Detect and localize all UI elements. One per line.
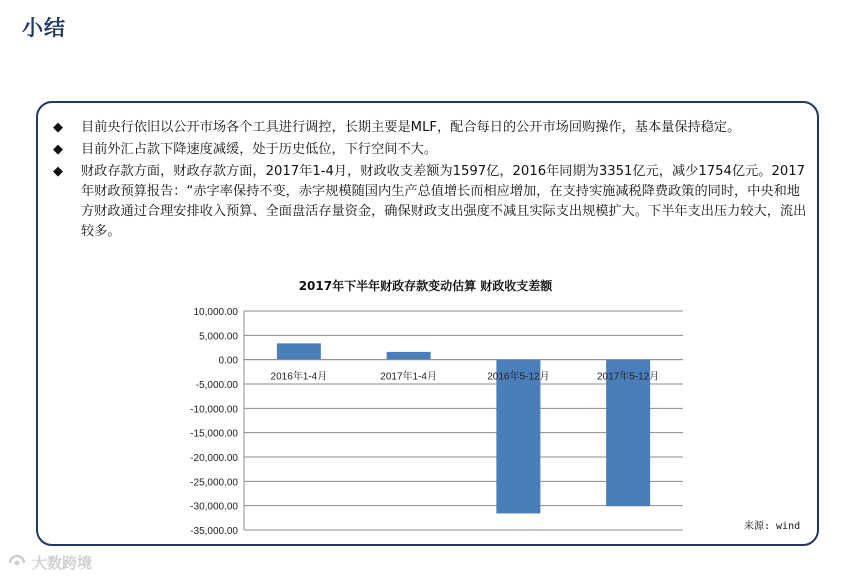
y-tick-label: -25,000.00	[190, 477, 238, 489]
y-tick-label: -20,000.00	[190, 453, 238, 464]
y-tick-label: -5,000.00	[195, 380, 238, 391]
bar	[277, 343, 321, 359]
bar	[496, 360, 540, 514]
diamond-bullet-icon: ◆	[53, 120, 63, 135]
chart-source: 来源: wind	[744, 521, 801, 532]
diamond-bullet-icon: ◆	[53, 142, 63, 157]
diamond-bullet-icon: ◆	[53, 164, 63, 179]
category-label: 2017年1-4月	[380, 371, 437, 383]
category-label: 2017年5-12月	[596, 371, 660, 383]
chart-title: 2017年下半年财政存款变动估算 财政收支差额	[298, 279, 553, 293]
bullet-text: 目前外汇占款下降速度减缓，处于历史低位，下行空间不大。	[81, 142, 438, 157]
watermark-logo-icon	[8, 554, 28, 572]
watermark-text: 大数跨境	[32, 554, 93, 572]
y-tick-label: -15,000.00	[190, 428, 238, 440]
y-tick-label: -30,000.00	[190, 501, 238, 513]
y-tick-label: 0.00	[218, 355, 238, 367]
y-tick-label: -35,000.00	[190, 526, 238, 537]
y-tick-label: 10,000.00	[193, 307, 238, 318]
bullet-text: 目前央行依旧以公开市场各个工具进行调控，长期主要是MLF，配合每日的公开市场回购操作，基本量保持稳定。	[81, 120, 741, 135]
bar	[387, 352, 431, 360]
page-title: 小结	[22, 15, 66, 40]
bullet-text: 财政存款方面，财政存款方面，2017年1-4月，财政收支差额为1597亿，2016年同期为3351亿元，减少1754亿元。2017年财政预算报告：“赤字率保持不变，赤字规模随国内生产总值增长而相应增加，在支持实施减税降费政策的同时，中央和地方财政通过合理安排收入预算、全面盘活存量资金，确保财政支出强度不减且实际支出规模扩大。下半年支出压力较大，流出较多。	[81, 164, 807, 239]
y-tick-label: 5,000.00	[199, 331, 238, 343]
category-label: 2016年5-12月	[487, 371, 550, 383]
watermark	[8, 552, 92, 573]
y-tick-label: -10,000.00	[190, 404, 238, 416]
category-label: 2016年1-4月	[270, 371, 328, 383]
